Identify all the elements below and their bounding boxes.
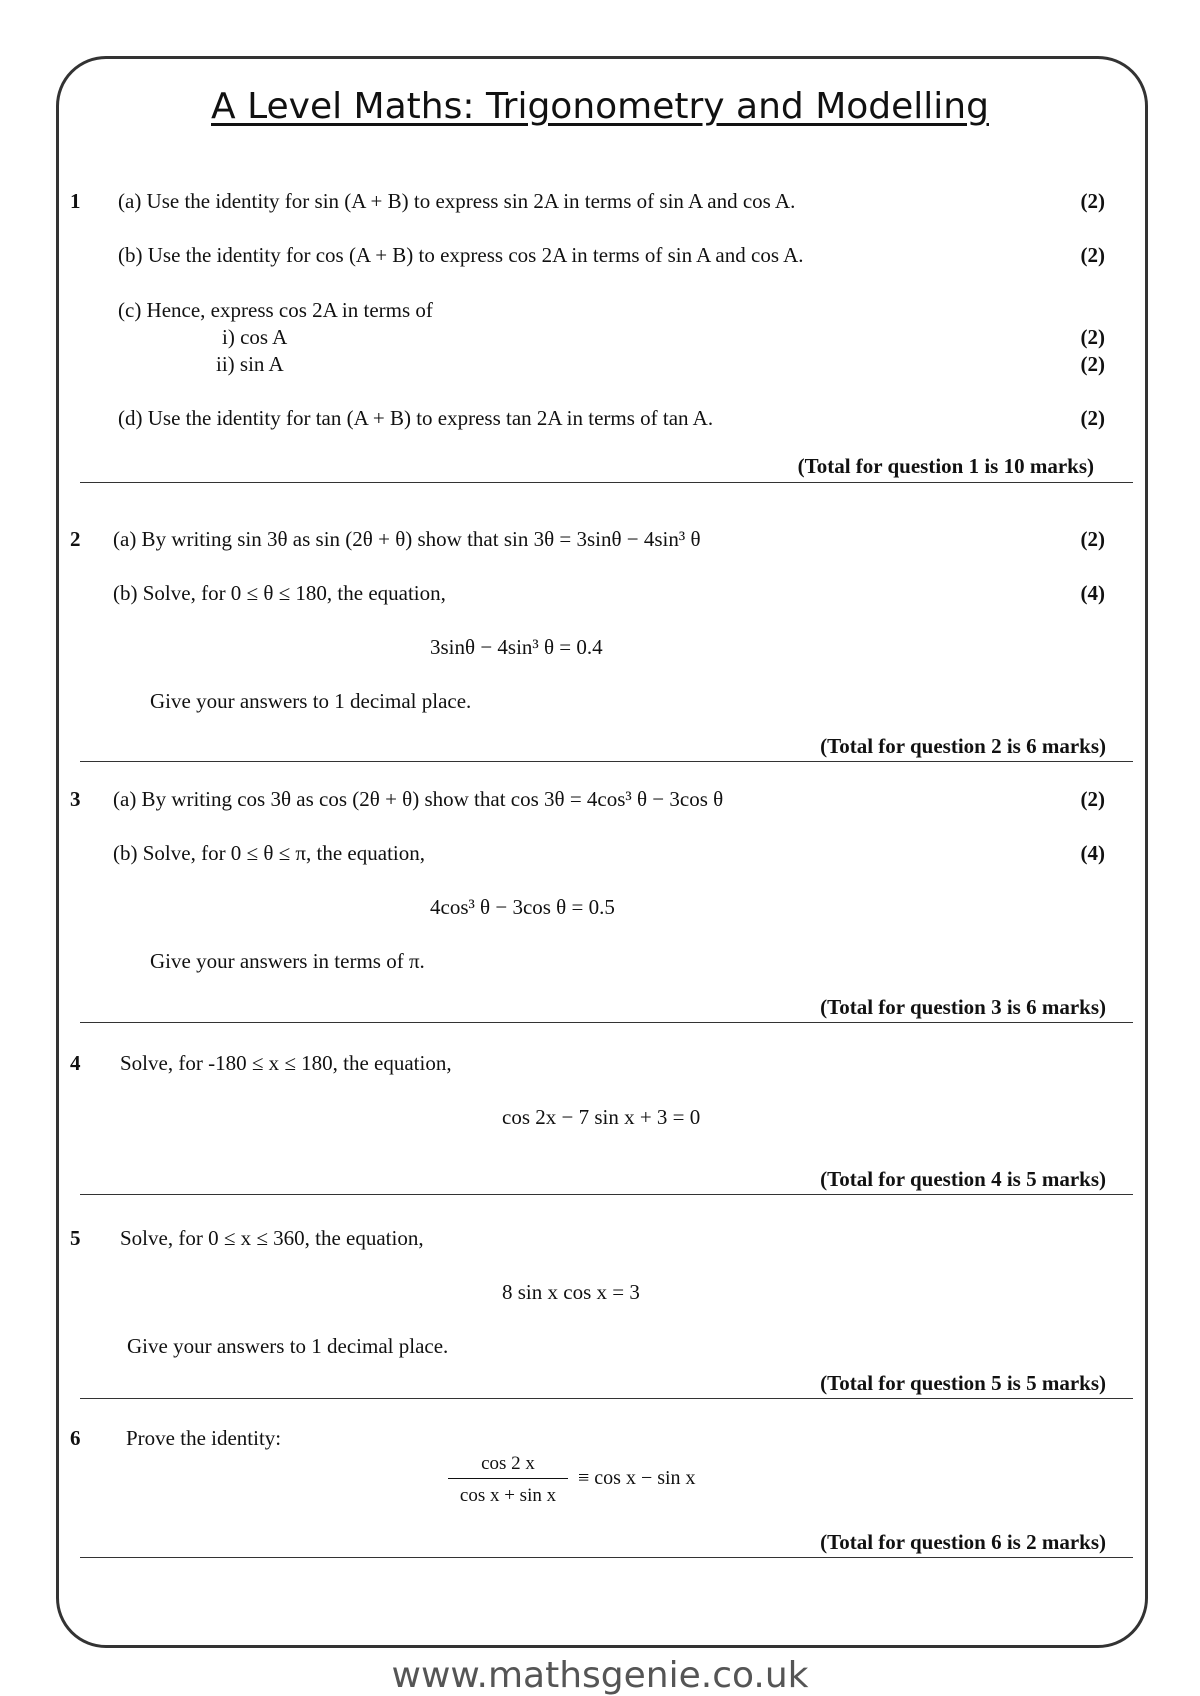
question-1c-ii-text: ii) sin A (216, 352, 284, 376)
divider (80, 761, 1133, 762)
question-3-note: Give your answers in terms of π. (150, 949, 425, 973)
question-4-text: Solve, for -180 ≤ x ≤ 180, the equation, (120, 1051, 452, 1075)
question-4-total: (Total for question 4 is 5 marks) (820, 1167, 1106, 1191)
fraction-numerator: cos 2 x (481, 1453, 535, 1474)
question-1d-marks: (2) (1080, 406, 1105, 430)
question-2b-text: (b) Solve, for 0 ≤ θ ≤ 180, the equation, (113, 581, 446, 605)
question-4-equation: cos 2x − 7 sin x + 3 = 0 (502, 1105, 701, 1129)
question-5-equation: 8 sin x cos x = 3 (502, 1280, 640, 1304)
identity-rhs: ≡ cos x − sin x (578, 1467, 696, 1489)
fraction-bar (448, 1478, 568, 1479)
divider (80, 1398, 1133, 1399)
footer-url: www.mathsgenie.co.uk (391, 1655, 809, 1696)
page-title: A Level Maths: Trigonometry and Modelling (211, 86, 989, 127)
question-2b-marks: (4) (1080, 581, 1105, 605)
question-1c-ii-marks: (2) (1080, 352, 1105, 376)
question-1b-marks: (2) (1080, 243, 1105, 267)
question-1-number: 1 (70, 189, 81, 213)
question-3a-marks: (2) (1080, 787, 1105, 811)
question-2a-text: (a) By writing sin 3θ as sin (2θ + θ) show that sin 3θ = 3sinθ − 4sin³ θ (113, 527, 701, 551)
question-3-equation: 4cos³ θ − 3cos θ = 0.5 (430, 895, 615, 919)
question-1c-text: (c) Hence, express cos 2A in terms of (118, 298, 433, 322)
divider (80, 1194, 1133, 1195)
question-5-text: Solve, for 0 ≤ x ≤ 360, the equation, (120, 1226, 424, 1250)
question-1a-text: (a) Use the identity for sin (A + B) to express sin 2A in terms of sin A and cos A. (118, 189, 796, 213)
divider (80, 482, 1133, 483)
question-6-text: Prove the identity: (126, 1426, 282, 1450)
question-1c-i-text: i) cos A (222, 325, 288, 349)
question-5-number: 5 (70, 1226, 81, 1250)
divider (80, 1557, 1133, 1558)
question-2a-marks: (2) (1080, 527, 1105, 551)
question-3b-marks: (4) (1080, 841, 1105, 865)
question-2-number: 2 (70, 527, 81, 551)
question-2-note: Give your answers to 1 decimal place. (150, 689, 472, 713)
question-1a-marks: (2) (1080, 189, 1105, 213)
divider (80, 1022, 1133, 1023)
question-5-note: Give your answers to 1 decimal place. (127, 1334, 449, 1358)
question-3-total: (Total for question 3 is 6 marks) (820, 995, 1106, 1019)
question-6-total: (Total for question 6 is 2 marks) (820, 1530, 1106, 1554)
question-6-number: 6 (70, 1426, 81, 1450)
question-3b-text: (b) Solve, for 0 ≤ θ ≤ π, the equation, (113, 841, 425, 865)
question-5-total: (Total for question 5 is 5 marks) (820, 1371, 1106, 1395)
fraction-denominator: cos x + sin x (459, 1485, 557, 1506)
question-3-number: 3 (70, 787, 81, 811)
question-3a-text: (a) By writing cos 3θ as cos (2θ + θ) show that cos 3θ = 4cos³ θ − 3cos θ (113, 787, 724, 811)
question-2-total: (Total for question 2 is 6 marks) (820, 734, 1106, 758)
question-1b-text: (b) Use the identity for cos (A + B) to express cos 2A in terms of sin A and cos A. (118, 243, 804, 267)
question-1c-i-marks: (2) (1080, 325, 1105, 349)
question-4-number: 4 (70, 1051, 81, 1075)
question-1-total: (Total for question 1 is 10 marks) (797, 454, 1094, 478)
question-1d-text: (d) Use the identity for tan (A + B) to express tan 2A in terms of tan A. (118, 406, 714, 430)
question-2-equation: 3sinθ − 4sin³ θ = 0.4 (430, 635, 603, 659)
